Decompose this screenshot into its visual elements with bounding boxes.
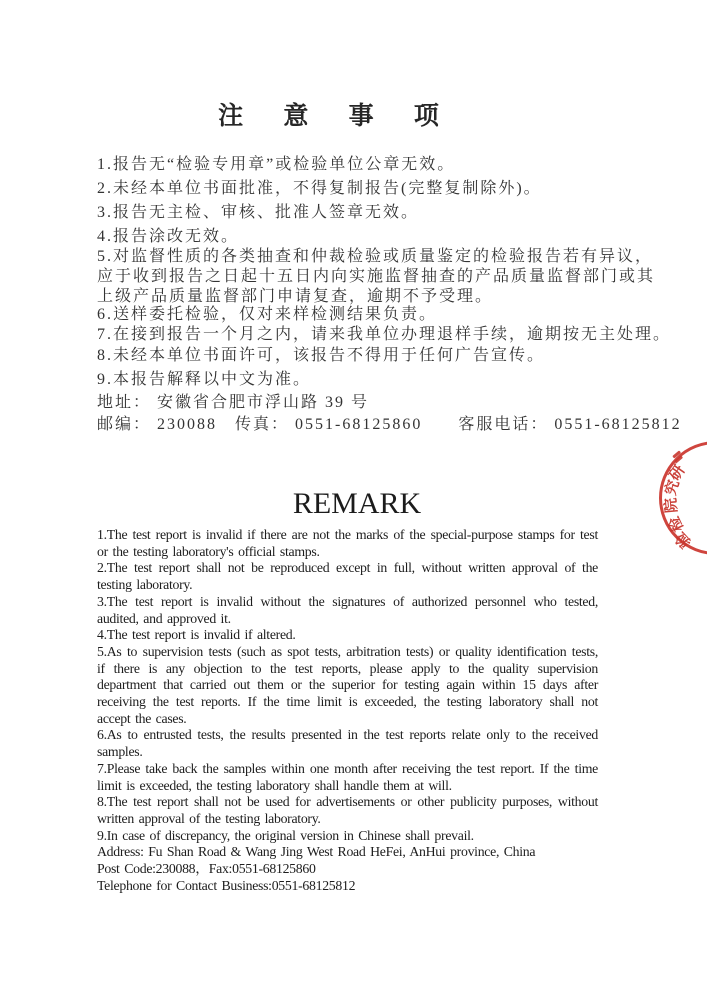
- stamp-char-yuan: 院: [663, 497, 681, 514]
- en-remark-item-9: 9.In case of discrepancy, the original version in Chinese shall prevail.: [97, 827, 474, 843]
- stamp-char-jian: 检: [666, 513, 688, 535]
- en-postcode-line: Post Code:230088，Fax:0551-68125860: [97, 861, 316, 877]
- en-remark-item-5: 5.As to supervision tests (such as spot tests, arbitration tests) or quality identification tests, if there is any objection to the test reports, please apply to the quality supervision department that carried out them or the superior for testing again within 15 days after receiving the test reports. If the time limit is exceeded, the testing laboratory shall not accept the cases.: [97, 643, 598, 726]
- en-remark-item-3: 3.The test report is invalid without the signatures of authorized personnel who tested, audited, and approved it.: [97, 593, 598, 626]
- cn-notice-list: [97, 155, 682, 435]
- en-remark-item-6: 6.As to entrusted tests, the results presented in the test reports relate only to the received samples.: [97, 727, 598, 760]
- cn-address-line: 地址： 安徽省合肥市浮山路 39 号: [97, 394, 370, 411]
- en-remark-item-1: 1.The test report is invalid if there are not the marks of the special-purpose stamps for test or the testing laboratory's official stamps.: [97, 527, 598, 559]
- remark-title: REMARK: [292, 487, 422, 520]
- cn-notice-item-3: 3.报告无主检、审核、批准人签章无效。: [97, 204, 420, 221]
- cn-notice-item-7: 7.在接到报告一个月之内，请来我单位办理退样手续，逾期按无主处理。: [97, 326, 672, 343]
- cn-notice-item-5: 5.对监督性质的各类抽查和仲裁检验或质量鉴定的检验报告若有异议，应于收到报告之日起十五日内向实施监督抽查的产品质量监督部门或其上级产品质量监督部门申请复查，逾期不予受理。: [97, 248, 656, 305]
- cn-notice-item-9: 9.本报告解释以中文为准。: [97, 371, 312, 388]
- en-remark-item-2: 2.The test report shall not be reproduced except in full, without written approval of the testing laboratory.: [97, 560, 598, 593]
- cn-notice-item-1: 1.报告无“检验专用章”或检验单位公章无效。: [97, 156, 456, 173]
- en-remark-item-8: 8.The test report shall not be used for advertisements or other publicity purposes, without written approval of the testing laboratory.: [97, 794, 598, 826]
- stamp-char-jiu: 究: [663, 478, 683, 498]
- en-address-line: Address: Fu Shan Road & Wang Jing West Road HeFei, AnHui province, China: [97, 844, 536, 860]
- stamp-partial-glyph-icon: [672, 450, 681, 458]
- cn-postal-line: 邮编： 230088 传真： 0551-68125860 客服电话： 0551-68125812: [97, 416, 682, 433]
- stamp-char-yan2: 验: [672, 528, 695, 551]
- stamp-char-yan1: 研: [666, 462, 689, 485]
- en-telephone-line: Telephone for Contact Business:0551-68125812: [97, 877, 356, 893]
- stamp-ring-icon: [659, 441, 707, 555]
- en-remark-item-4: 4.The test report is invalid if altered.: [97, 627, 296, 643]
- cn-title: 注 意 事 项: [218, 103, 456, 130]
- cn-notice-item-8: 8.未经本单位书面许可，该报告不得用于任何广告宣传。: [97, 347, 546, 364]
- cn-notice-item-6: 6.送样委托检验，仅对来样检测结果负责。: [97, 306, 438, 323]
- en-remark-item-7: 7.Please take back the samples within one month after receiving the test report. If the time limit is exceeded, the testing laboratory shall handle them at will.: [97, 760, 598, 793]
- stamp-partial-glyph-icon: [674, 455, 683, 463]
- cn-notice-item-2: 2.未经本单位书面批准，不得复制报告(完整复制除外)。: [97, 180, 542, 197]
- en-remark-list: [97, 527, 598, 894]
- cn-notice-item-4: 4.报告涂改无效。: [97, 228, 240, 245]
